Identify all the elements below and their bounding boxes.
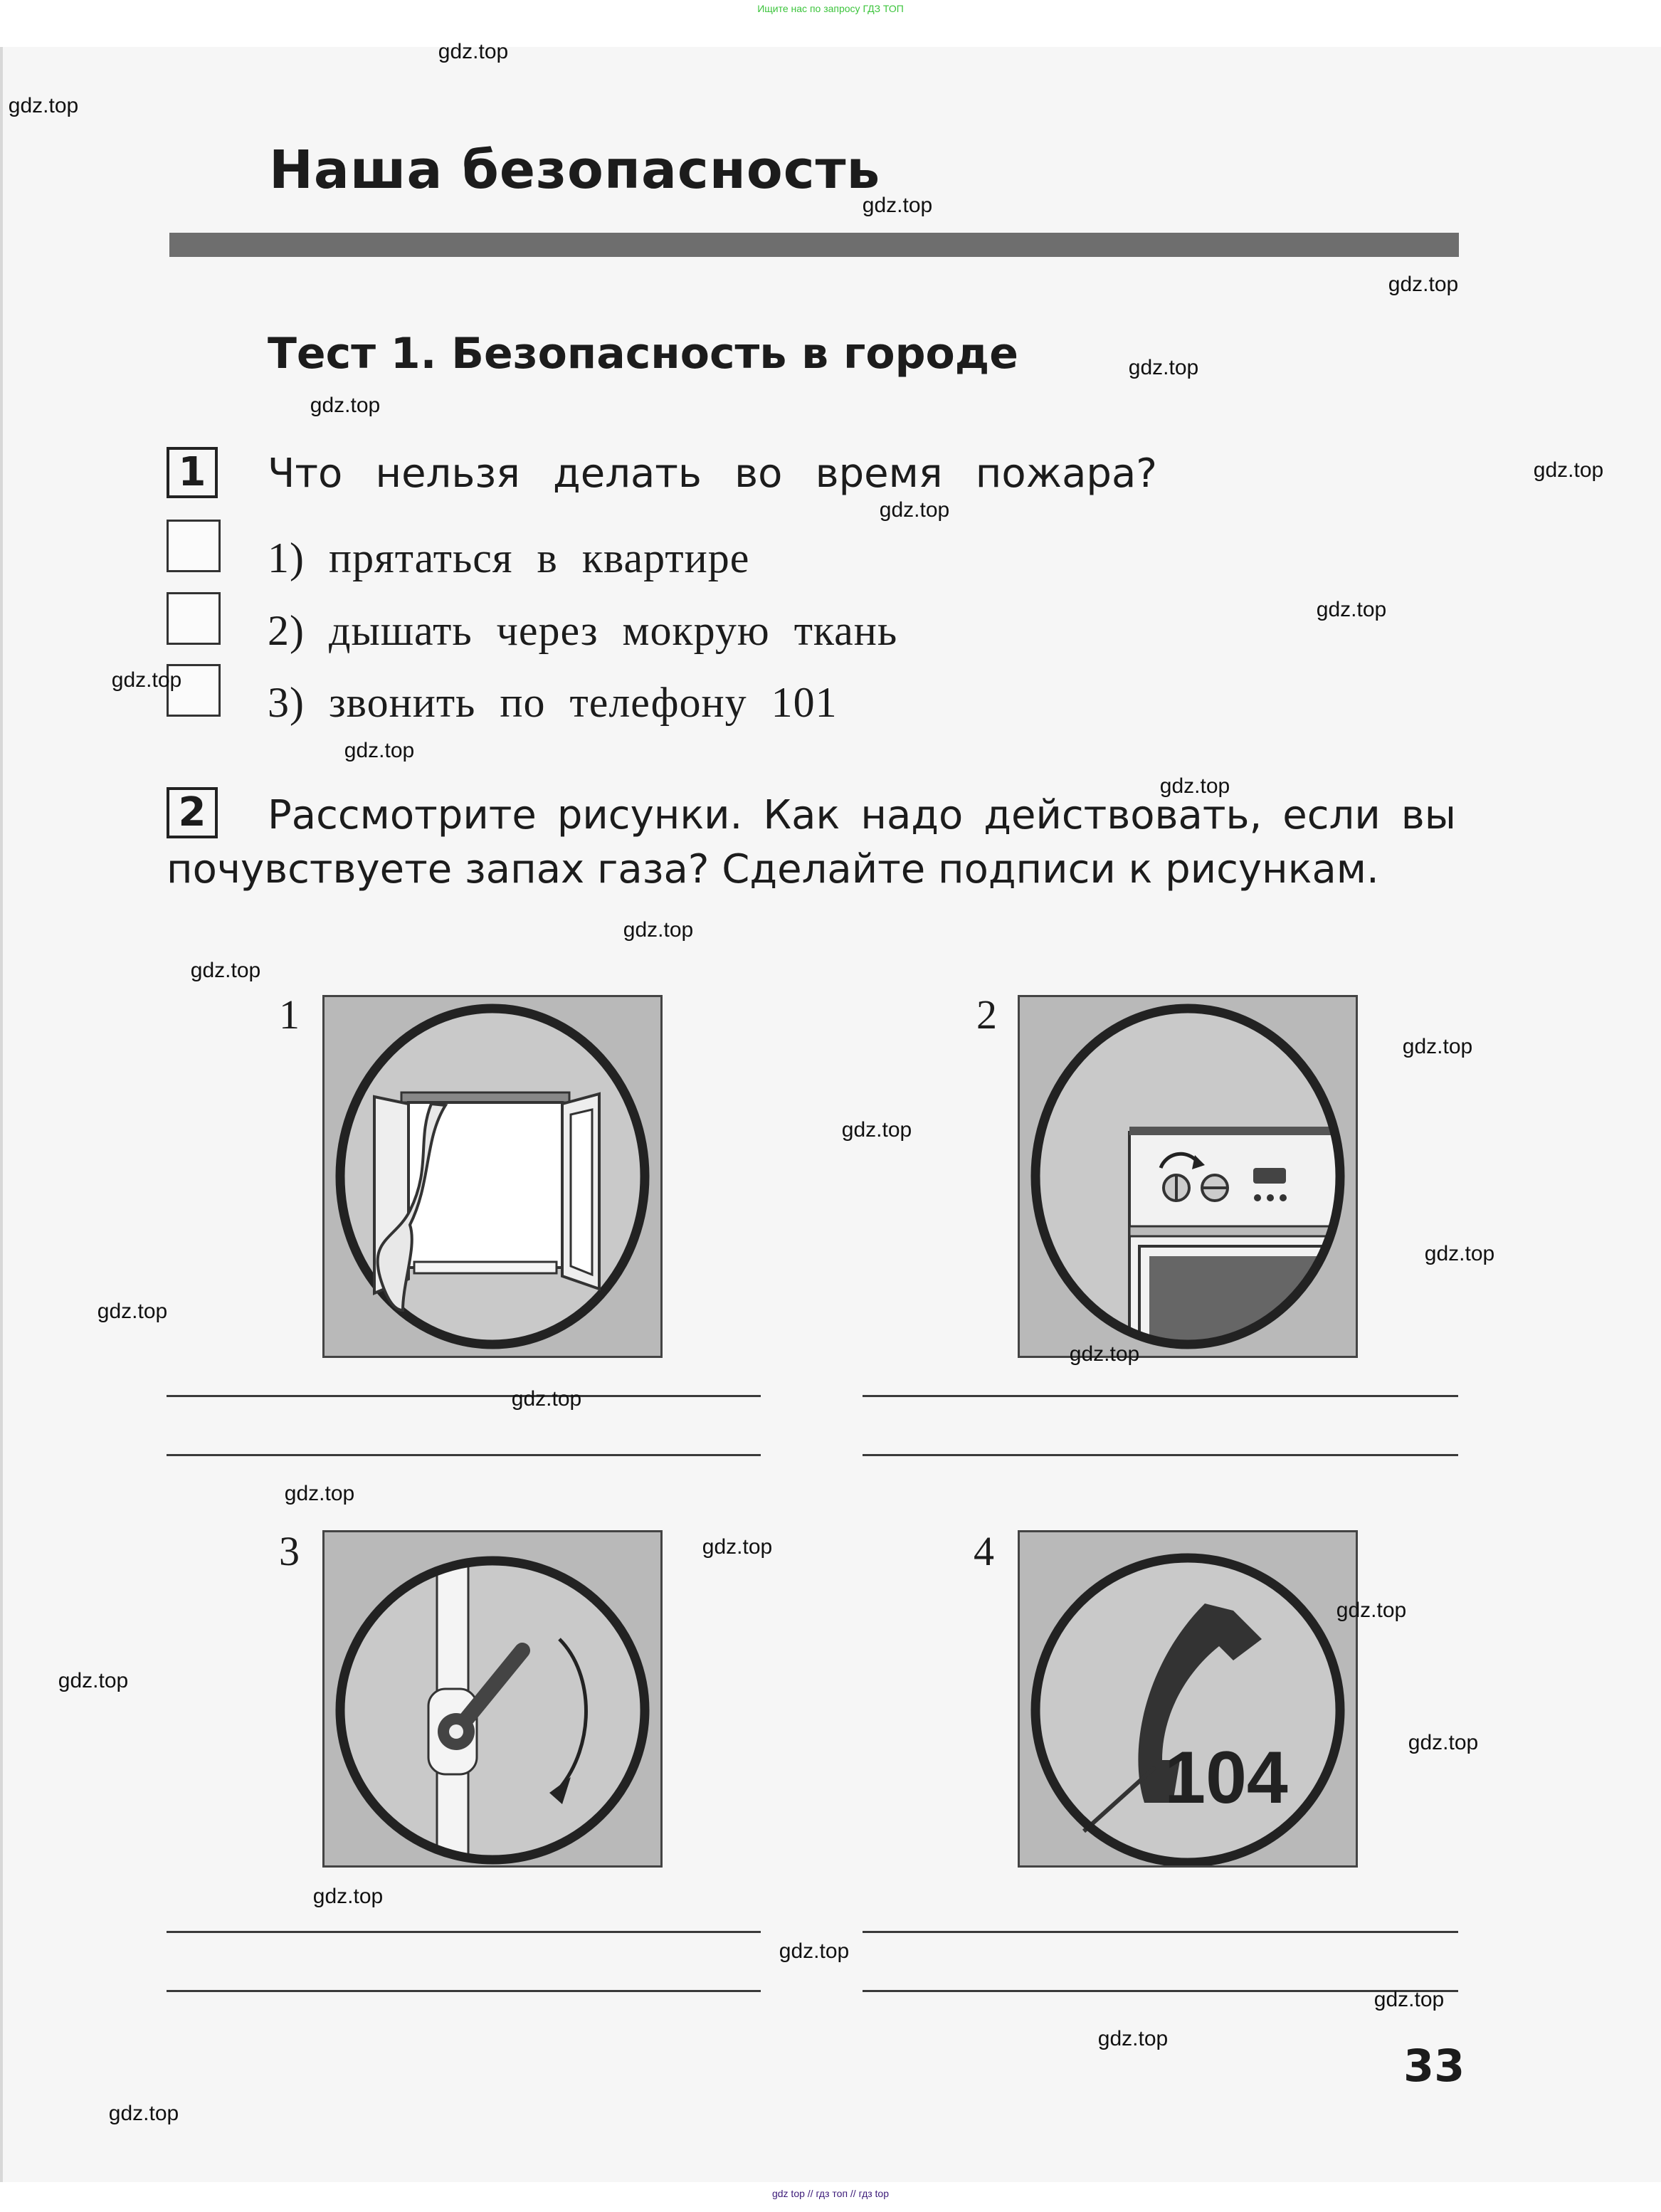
watermark: gdz.top (1097, 2027, 1169, 2050)
option-1-label: 1) прятаться в квартире (268, 534, 750, 581)
answer-line[interactable] (863, 1395, 1458, 1397)
emergency-number: 104 (1164, 1737, 1288, 1819)
option-1-checkbox[interactable] (167, 520, 221, 572)
picture-number: 2 (976, 991, 997, 1038)
watermark: gdz.top (779, 1939, 850, 1963)
watermark: gdz.top (58, 1669, 129, 1692)
picture-number: 3 (279, 1528, 300, 1574)
watermark: gdz.top (1316, 598, 1387, 621)
phone-call-picture (1018, 1530, 1358, 1868)
phone-handset-icon (1020, 1532, 1356, 1865)
question-1-text: Что нельзя делать во время пожара? (268, 451, 1157, 497)
option-2-checkbox[interactable] (167, 592, 221, 645)
watermark: gdz.top (1128, 356, 1199, 379)
gas-valve-icon (325, 1532, 660, 1865)
footer-watermark: gdz top // гдз топ // гдз top (771, 2188, 890, 2199)
watermark: gdz.top (111, 668, 182, 692)
picture-number: 1 (279, 991, 300, 1038)
answer-line[interactable] (863, 1931, 1458, 1933)
watermark: gdz.top (1402, 1035, 1473, 1058)
page-title: Наша безопасность (269, 139, 881, 201)
gas-valve-picture (322, 1530, 663, 1868)
question-2-text: Рассмотрите рисунки. Как надо действовать, если вы почувствуете запах газа? Сделайте подписи к рисункам. (167, 792, 1456, 892)
gas-stove-icon (1020, 997, 1356, 1356)
watermark: gdz.top (312, 1885, 384, 1908)
watermark: gdz.top (97, 1300, 168, 1323)
watermark: gdz.top (1373, 1988, 1445, 2011)
open-window-picture (322, 995, 663, 1358)
answer-line[interactable] (167, 1990, 761, 1992)
watermark: gdz.top (344, 739, 415, 762)
answer-line[interactable] (863, 1454, 1458, 1456)
question-number-badge: 1 (167, 447, 218, 498)
watermark: gdz.top (310, 394, 381, 417)
watermark: gdz.top (1408, 1731, 1479, 1754)
page-number: 33 (1403, 2040, 1465, 2092)
watermark: gdz.top (1424, 1242, 1495, 1265)
answer-line[interactable] (167, 1454, 761, 1456)
watermark: gdz.top (8, 94, 79, 117)
watermark: gdz.top (1159, 774, 1230, 798)
title-divider-bar (169, 233, 1459, 257)
test-title: Тест 1. Безопасность в городе (268, 329, 1018, 379)
watermark: gdz.top (1388, 273, 1459, 296)
answer-line[interactable] (167, 1931, 761, 1933)
watermark: gdz.top (841, 1118, 912, 1142)
answer-line[interactable] (863, 1990, 1458, 1992)
picture-number: 4 (974, 1528, 994, 1574)
watermark: gdz.top (438, 40, 509, 63)
watermark: gdz.top (284, 1482, 355, 1505)
watermark: gdz.top (1069, 1342, 1140, 1366)
question-number-badge: 2 (167, 787, 218, 838)
watermark: gdz.top (702, 1535, 773, 1559)
option-3-label: 3) звонить по телефону 101 (268, 679, 838, 726)
watermark: gdz.top (511, 1387, 582, 1411)
watermark: gdz.top (108, 2102, 179, 2125)
watermark: gdz.top (879, 498, 950, 522)
top-banner: Ищите нас по запросу ГДЗ ТОП (757, 3, 904, 14)
watermark: gdz.top (1336, 1599, 1407, 1622)
watermark: gdz.top (1533, 458, 1604, 482)
open-window-icon (325, 997, 660, 1356)
watermark: gdz.top (190, 959, 261, 982)
answer-line[interactable] (167, 1395, 761, 1397)
option-2-label: 2) дышать через мокрую ткань (268, 607, 898, 654)
gas-stove-picture (1018, 995, 1358, 1358)
watermark: gdz.top (623, 918, 694, 942)
watermark: gdz.top (862, 194, 933, 217)
